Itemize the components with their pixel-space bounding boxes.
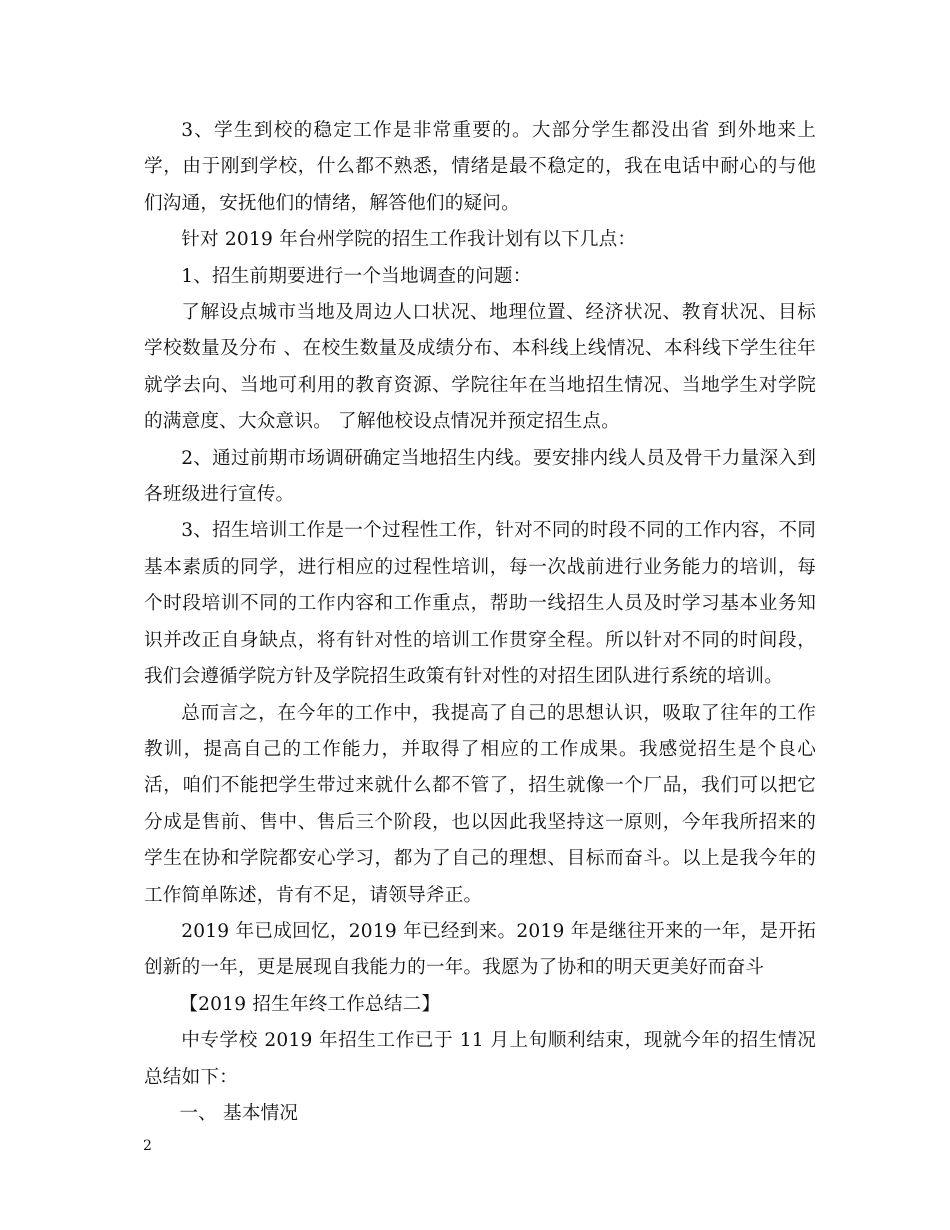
paragraph-local-survey: 了解设点城市当地及周边人口状况、地理位置、经济状况、教育状况、目标学校数量及分布 、在校生数量及成绩分布、本科线上线情况、本科线下学生往年就学去向、当地可利用的教育资源、学院往年在当地招生情况、当地学生对学院的满意度、大众意识。 了解他校设点情况并预定招生点。 xyxy=(144,302,816,433)
section-heading-basic-situation: 一、 基本情况 xyxy=(179,1102,299,1124)
document-body xyxy=(144,113,816,1132)
paragraph-student-stability: 3、学生到校的稳定工作是非常重要的。大部分学生都没出省 到外地来上学，由于刚到学校，什么都不熟悉，情绪是最不稳定的，我在电话中耐心的与他们沟通，安抚他们的情绪，解答他们的疑问。 xyxy=(144,120,816,214)
page-number: 2 xyxy=(143,1138,152,1154)
paragraph-plan-item-3: 3、招生培训工作是一个过程性工作，针对不同的时段不同的工作内容，不同基本素质的同学，进行相应的过程性培训，每一次战前进行业务能力的培训，每个时段培训不同的工作内容和工作重点，帮助一线招生人员及时学习基本业务知识并改正自身缺点，将有针对性的培训工作贯穿全程。所以针对不同的时间段，我们会遵循学院方针及学院招生政策有针对性的对招生团队进行系统的培训。 xyxy=(144,520,816,688)
paragraph-summary-two-intro: 中专学校 2019 年招生工作已于 11 月上旬顺利结束，现就今年的招生情况总结如下： xyxy=(144,1030,816,1088)
paragraph-outlook: 2019 年已成回忆，2019 年已经到来。2019 年是继往开来的一年，是开拓创新的一年，更是展现自我能力的一年。我愿为了协和的明天更美好而奋斗 xyxy=(144,920,816,979)
paragraph-plan-item-2: 2、通过前期市场调研确定当地招生内线。要安排内线人员及骨干力量深入到各班级进行宣传。 xyxy=(144,447,816,506)
paragraph-summary: 总而言之，在今年的工作中，我提高了自己的思想认识，吸取了往年的工作教训，提高自己的工作能力，并取得了相应的工作成果。我感觉招生是个良心活，咱们不能把学生带过来就什么都不管了，招生就像一个厂品，我们可以把它分成是售前、售中、售后三个阶段，也以因此我坚持这一原则，今年我所招来的学生在协和学院都安心学习，都为了自己的理想、目标而奋斗。以上是我今年的工作简单陈述，肯有不足，请领导斧正。 xyxy=(144,702,816,906)
paragraph-plan-item-1: 1、招生前期要进行一个当地调查的问题： xyxy=(181,265,532,287)
paragraph-plan-intro: 针对 2019 年台州学院的招生工作我计划有以下几点： xyxy=(181,229,637,251)
section-heading-summary-two: 【2019 招生年终工作总结二】 xyxy=(179,993,441,1015)
